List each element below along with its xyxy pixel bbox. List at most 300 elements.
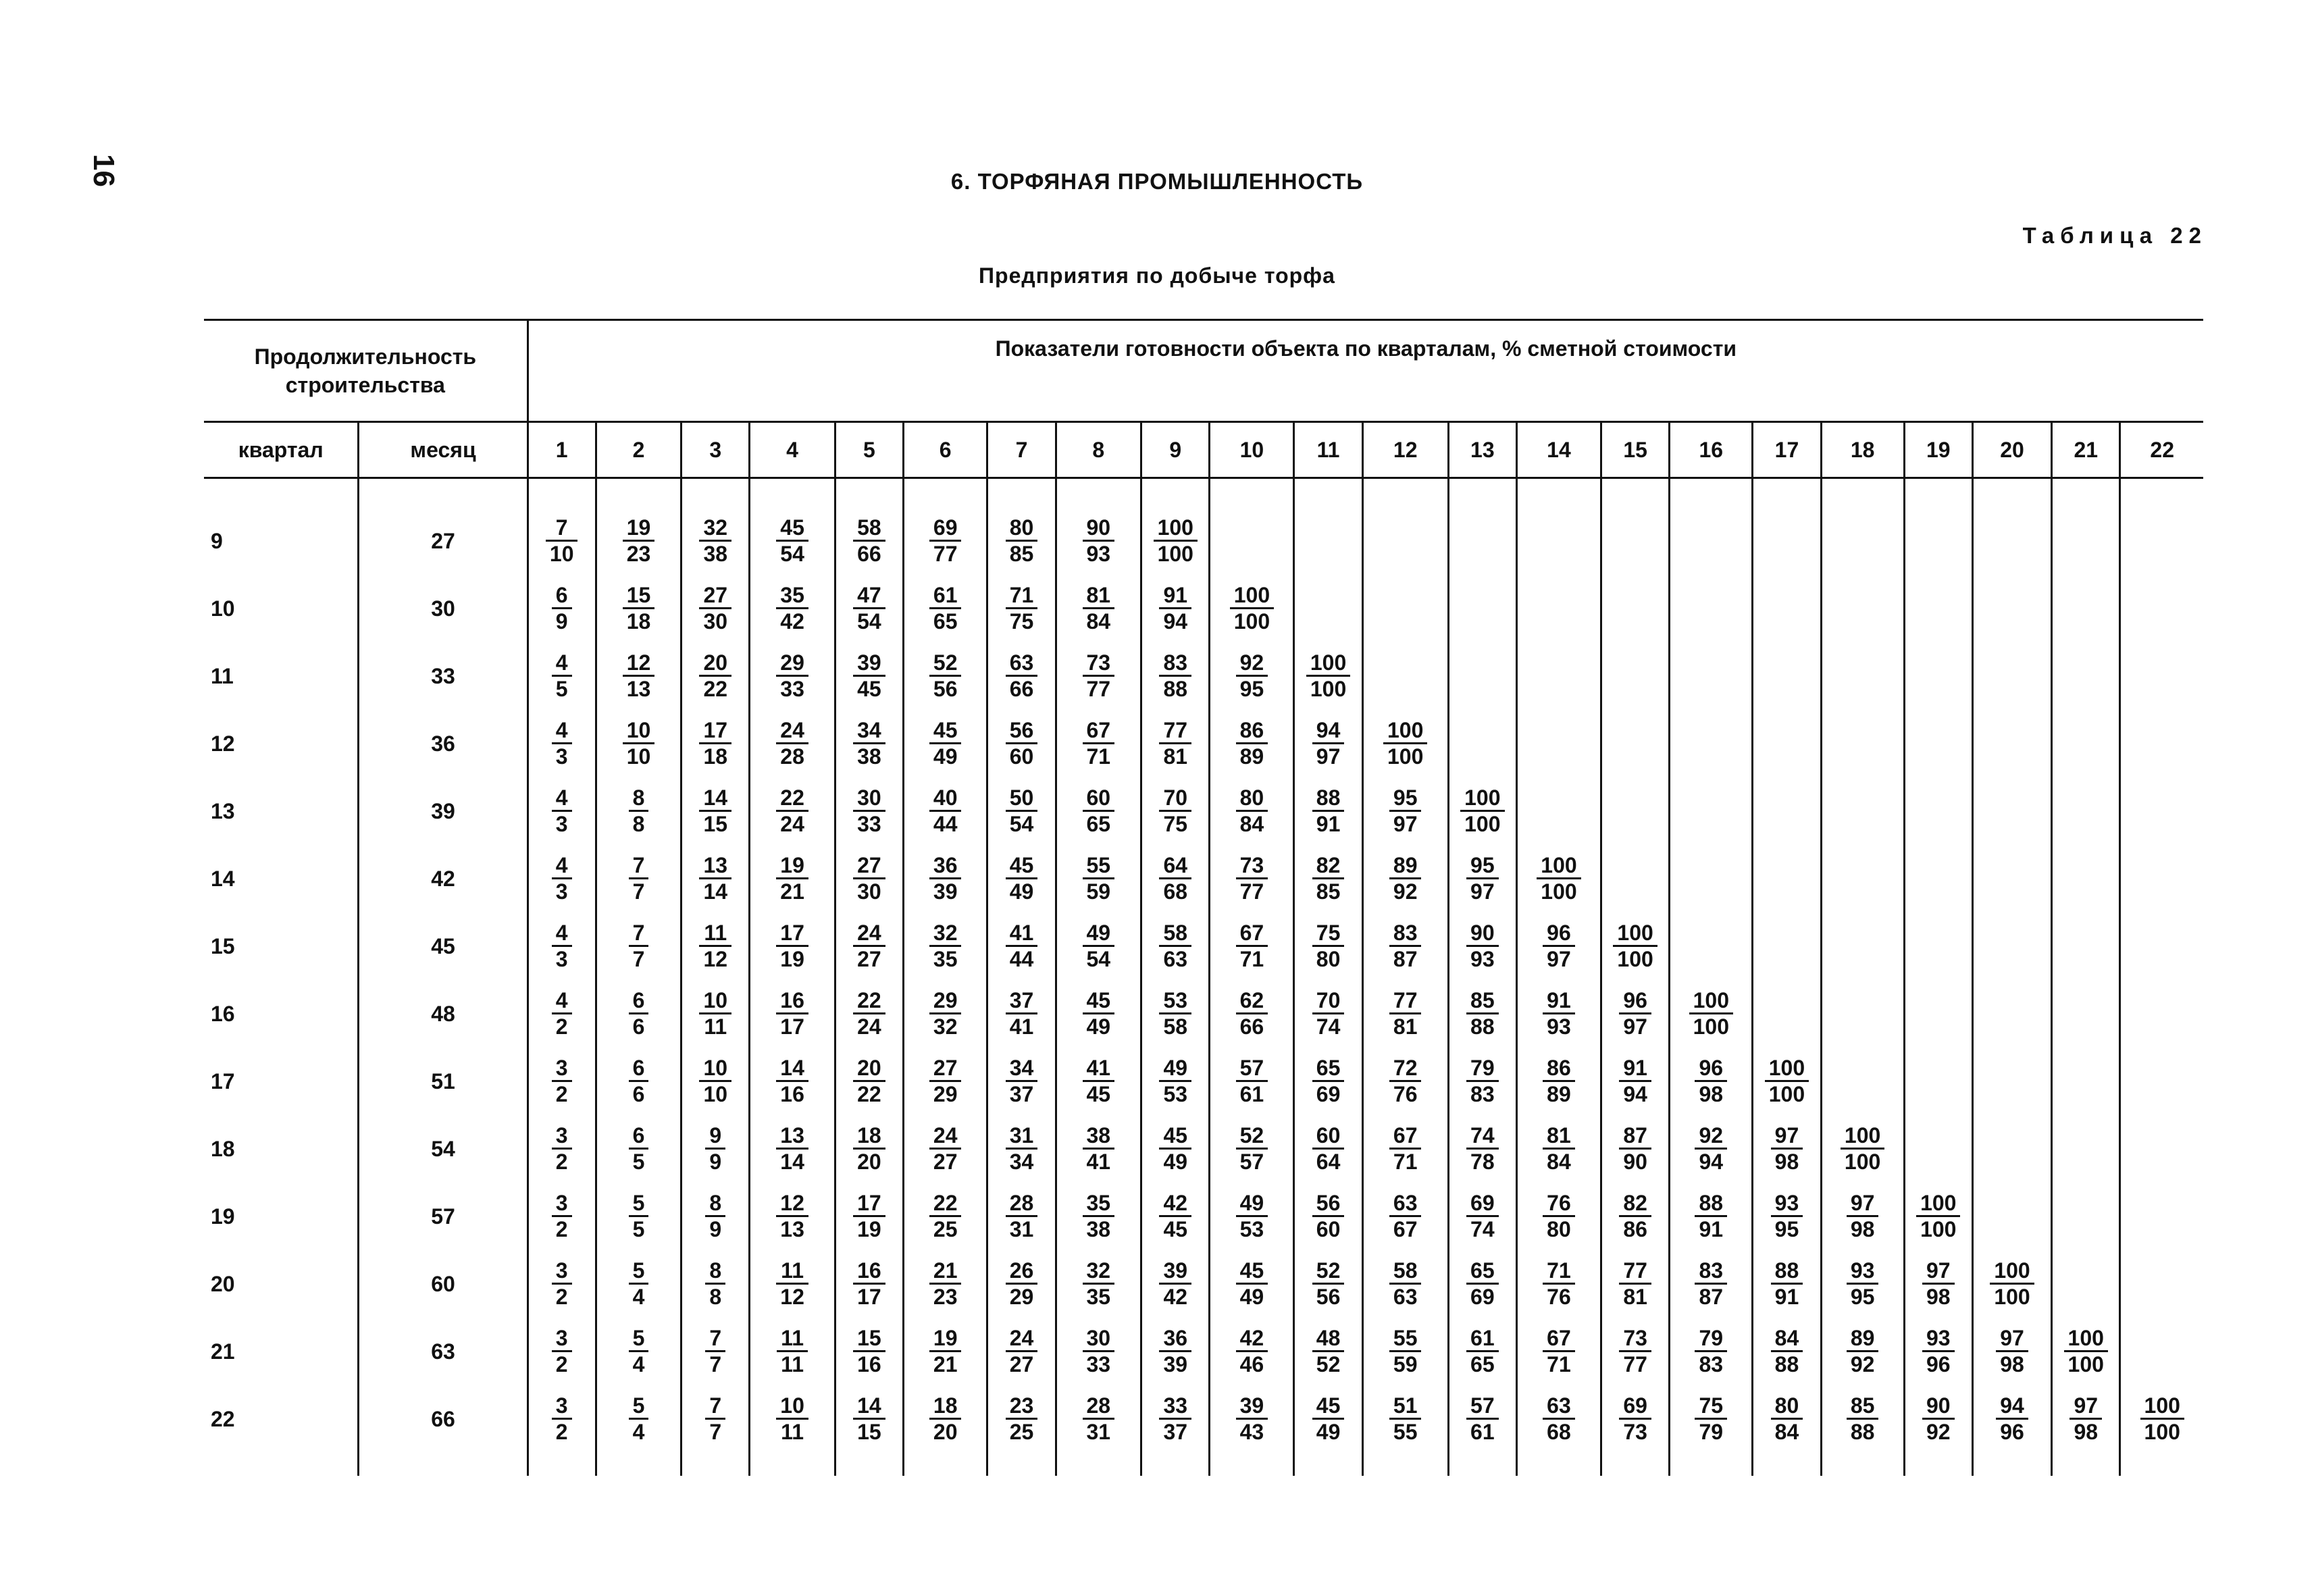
readiness-cell: [1448, 912, 1516, 980]
readiness-cell: [903, 710, 987, 777]
readiness-cell: [1056, 1115, 1141, 1183]
fraction-numerator: 6: [629, 1123, 649, 1150]
readiness-fraction: [1619, 1393, 1651, 1444]
readiness-fraction: [929, 921, 962, 971]
fraction-denominator: 93: [1086, 542, 1111, 566]
readiness-cell: [1448, 845, 1516, 912]
readiness-fraction: [2069, 1393, 2102, 1444]
readiness-cell: [750, 1318, 835, 1385]
readiness-fraction: [1006, 515, 1038, 566]
table-row: [204, 1250, 2203, 1318]
fraction-denominator: 27: [933, 1150, 958, 1174]
readiness-cell: [987, 478, 1056, 575]
readiness-cell: [2052, 1385, 2120, 1476]
readiness-cell: [1972, 710, 2051, 777]
readiness-fraction: [629, 1191, 649, 1241]
readiness-fraction: [776, 1191, 808, 1241]
fraction-denominator: 61: [1239, 1082, 1264, 1106]
fraction-denominator: 79: [1699, 1420, 1724, 1444]
readiness-fraction: [552, 1393, 572, 1444]
readiness-cell: [1056, 1318, 1141, 1385]
readiness-fraction: [1543, 1258, 1575, 1309]
fraction-numerator: 16: [776, 988, 808, 1014]
readiness-cell: [1670, 777, 1753, 845]
fraction-numerator: 4: [552, 650, 572, 677]
readiness-fraction: [929, 1393, 962, 1444]
fraction-numerator: 15: [623, 583, 655, 609]
readiness-cell: [1753, 980, 1821, 1048]
fraction-denominator: 85: [1009, 542, 1034, 566]
readiness-cell: [596, 1115, 682, 1183]
table-row: [204, 912, 2203, 980]
readiness-fraction: [1236, 988, 1268, 1039]
readiness-cell: [1210, 478, 1294, 575]
readiness-cell: [528, 1115, 596, 1183]
fraction-numerator: 17: [853, 1191, 885, 1217]
readiness-cell: [1601, 1115, 1669, 1183]
readiness-cell: [1141, 1385, 1210, 1476]
fraction-denominator: 98: [2000, 1352, 2024, 1376]
fraction-numerator: 39: [853, 650, 885, 677]
fraction-numerator: 87: [1619, 1123, 1651, 1150]
fraction-numerator: 96: [1695, 1056, 1727, 1082]
readiness-cell: [750, 642, 835, 710]
fraction-numerator: 40: [929, 786, 962, 812]
readiness-cell: [1141, 1318, 1210, 1385]
fraction-numerator: 45: [929, 718, 962, 744]
readiness-fraction: [1613, 921, 1657, 971]
readiness-cell: [1601, 575, 1669, 642]
readiness-cell: [1753, 478, 1821, 575]
fraction-numerator: 18: [929, 1393, 962, 1420]
readiness-cell: [682, 777, 750, 845]
readiness-cell: [1821, 912, 1904, 980]
fraction-denominator: 77: [933, 542, 958, 566]
readiness-cell: [1904, 1115, 1972, 1183]
fraction-numerator: 100: [1841, 1123, 1884, 1150]
readiness-fraction: [1236, 718, 1268, 769]
readiness-fraction: [1306, 650, 1350, 701]
readiness-cell: [1056, 777, 1141, 845]
readiness-fraction: [1771, 1258, 1803, 1309]
readiness-cell: [1601, 845, 1669, 912]
readiness-fraction: [1312, 718, 1345, 769]
quarter-cell: 10: [211, 596, 235, 621]
fraction-numerator: 8: [705, 1191, 725, 1217]
fraction-numerator: 89: [1847, 1326, 1879, 1352]
readiness-fraction: [929, 650, 962, 701]
readiness-cell: [1670, 642, 1753, 710]
fraction-denominator: 45: [1163, 1217, 1188, 1241]
fraction-denominator: 76: [1393, 1082, 1418, 1106]
fraction-denominator: 100: [1994, 1285, 2030, 1309]
readiness-cell: [1904, 1318, 1972, 1385]
table-row: [204, 777, 2203, 845]
fraction-denominator: 100: [1617, 947, 1653, 971]
fraction-numerator: 11: [777, 1326, 808, 1352]
readiness-cell: [835, 912, 903, 980]
fraction-denominator: 11: [781, 1420, 804, 1444]
fraction-numerator: 49: [1083, 921, 1115, 947]
fraction-denominator: 68: [1163, 879, 1188, 904]
fraction-numerator: 3: [552, 1258, 572, 1285]
readiness-cell: [1753, 1385, 1821, 1476]
readiness-fraction: [1083, 1191, 1115, 1241]
readiness-fraction: [1383, 718, 1427, 769]
readiness-cell: [1141, 912, 1210, 980]
readiness-cell: [1753, 1318, 1821, 1385]
readiness-fraction: [776, 718, 808, 769]
fraction-denominator: 37: [1009, 1082, 1034, 1106]
fraction-denominator: 31: [1009, 1217, 1034, 1241]
readiness-cell: [596, 1183, 682, 1250]
fraction-numerator: 89: [1389, 853, 1422, 879]
fraction-denominator: 49: [1239, 1285, 1264, 1309]
fraction-numerator: 100: [1306, 650, 1350, 677]
readiness-cell: [1141, 777, 1210, 845]
readiness-fraction: [705, 1393, 725, 1444]
fraction-numerator: 13: [776, 1123, 808, 1150]
fraction-denominator: 24: [780, 812, 804, 836]
readiness-cell: [2052, 575, 2120, 642]
quarter-number-header: 17: [1753, 422, 1821, 478]
fraction-numerator: 49: [1159, 1056, 1191, 1082]
readiness-fraction: [1389, 786, 1422, 836]
quarter-cell: 13: [211, 798, 235, 823]
readiness-fraction: [929, 515, 962, 566]
readiness-cell: [1141, 1048, 1210, 1115]
fraction-denominator: 2: [555, 1150, 568, 1174]
fraction-numerator: 12: [776, 1191, 808, 1217]
readiness-fraction: [552, 988, 572, 1039]
fraction-denominator: 23: [933, 1285, 958, 1309]
readiness-cell: [835, 845, 903, 912]
quarter-number-header: 21: [2052, 422, 2120, 478]
readiness-fraction: [929, 583, 962, 634]
fraction-denominator: 84: [1086, 609, 1111, 634]
quarter-number-header: 5: [835, 422, 903, 478]
fraction-denominator: 65: [933, 609, 958, 634]
readiness-cell: [1056, 980, 1141, 1048]
fraction-numerator: 69: [1619, 1393, 1651, 1420]
fraction-numerator: 80: [1006, 515, 1038, 542]
fraction-numerator: 4: [552, 786, 572, 812]
fraction-denominator: 59: [1086, 879, 1111, 904]
readiness-fraction: [1922, 1258, 1955, 1309]
readiness-fraction: [1466, 1258, 1499, 1309]
fraction-denominator: 53: [1163, 1082, 1188, 1106]
readiness-fraction: [2140, 1393, 2184, 1444]
fraction-denominator: 61: [1470, 1420, 1495, 1444]
readiness-cell: [1601, 1183, 1669, 1250]
fraction-denominator: 5: [632, 1150, 645, 1174]
fraction-numerator: 13: [699, 853, 731, 879]
fraction-numerator: 53: [1159, 988, 1191, 1014]
fraction-numerator: 31: [1006, 1123, 1038, 1150]
readiness-fraction: [853, 1393, 885, 1444]
readiness-fraction: [552, 583, 572, 634]
readiness-cell: [1517, 980, 1601, 1048]
readiness-fraction: [1159, 853, 1191, 904]
readiness-cell: [987, 575, 1056, 642]
fraction-numerator: 90: [1922, 1393, 1955, 1420]
readiness-cell: [1294, 1115, 1362, 1183]
readiness-cell: [1210, 1183, 1294, 1250]
fraction-denominator: 71: [1393, 1150, 1418, 1174]
readiness-cell: [1601, 478, 1669, 575]
readiness-fraction: [699, 583, 731, 634]
readiness-fraction: [1312, 786, 1345, 836]
readiness-fraction: [1996, 1326, 2028, 1376]
fraction-denominator: 91: [1774, 1285, 1799, 1309]
fraction-numerator: 63: [1543, 1393, 1575, 1420]
table-row: [204, 980, 2203, 1048]
fraction-numerator: 11: [776, 1258, 808, 1285]
fraction-denominator: 10: [549, 542, 574, 566]
fraction-denominator: 19: [857, 1217, 881, 1241]
readiness-cell: [1141, 1250, 1210, 1318]
readiness-fraction: [1236, 921, 1268, 971]
quarter-number-header: 15: [1601, 422, 1669, 478]
fraction-numerator: 74: [1466, 1123, 1499, 1150]
readiness-fraction: [1006, 853, 1038, 904]
readiness-cell: [1362, 1385, 1448, 1476]
readiness-cell: [1821, 980, 1904, 1048]
fraction-numerator: 4: [552, 718, 572, 744]
readiness-cell: [528, 575, 596, 642]
fraction-numerator: 33: [1159, 1393, 1191, 1420]
fraction-numerator: 100: [1990, 1258, 2034, 1285]
readiness-fraction: [1543, 1191, 1575, 1241]
readiness-cell: [1821, 642, 1904, 710]
readiness-cell: [528, 845, 596, 912]
fraction-denominator: 44: [1009, 947, 1034, 971]
fraction-denominator: 7: [632, 947, 645, 971]
fraction-numerator: 79: [1466, 1056, 1499, 1082]
readiness-cell: [2052, 710, 2120, 777]
readiness-cell: [1821, 777, 1904, 845]
readiness-fraction: [1543, 921, 1575, 971]
fraction-denominator: 41: [1009, 1014, 1034, 1039]
fraction-numerator: 14: [776, 1056, 808, 1082]
readiness-cell: [835, 1250, 903, 1318]
fraction-denominator: 71: [1547, 1352, 1571, 1376]
readiness-cell: [2052, 1250, 2120, 1318]
readiness-cell: [1670, 1385, 1753, 1476]
readiness-cell: [596, 1385, 682, 1476]
fraction-denominator: 65: [1086, 812, 1111, 836]
readiness-group-label: Показатели готовности объекта по кварталам, % сметной стоимости: [995, 336, 1737, 361]
month-cell: 27: [359, 478, 528, 575]
fraction-numerator: 100: [1613, 921, 1657, 947]
readiness-cell: [750, 1250, 835, 1318]
quarter-number-header: 18: [1821, 422, 1904, 478]
readiness-fraction: [776, 988, 808, 1039]
readiness-cell: [1294, 777, 1362, 845]
fraction-numerator: 6: [629, 1056, 649, 1082]
fraction-numerator: 80: [1771, 1393, 1803, 1420]
readiness-cell: [750, 845, 835, 912]
fraction-denominator: 76: [1547, 1285, 1571, 1309]
readiness-cell: [1362, 1318, 1448, 1385]
readiness-cell: [1141, 478, 1210, 575]
readiness-cell: [596, 710, 682, 777]
fraction-numerator: 67: [1236, 921, 1268, 947]
readiness-cell: [682, 1048, 750, 1115]
fraction-denominator: 20: [933, 1420, 958, 1444]
readiness-cell: [1210, 642, 1294, 710]
duration-group-label: Продолжительность строительства: [254, 344, 477, 397]
month-cell: 39: [359, 777, 528, 845]
fraction-denominator: 27: [1009, 1352, 1034, 1376]
readiness-fraction: [1619, 1056, 1651, 1106]
readiness-cell: [1362, 1048, 1448, 1115]
readiness-fraction: [776, 1056, 808, 1106]
page-number: 16: [87, 154, 120, 187]
fraction-denominator: 89: [1547, 1082, 1571, 1106]
readiness-cell: [1362, 845, 1448, 912]
fraction-numerator: 12: [623, 650, 655, 677]
fraction-denominator: 34: [1009, 1150, 1034, 1174]
fraction-numerator: 15: [853, 1326, 885, 1352]
fraction-denominator: 22: [857, 1082, 881, 1106]
readiness-cell: [682, 710, 750, 777]
readiness-cell: [987, 1048, 1056, 1115]
readiness-cell: [1972, 845, 2051, 912]
readiness-cell: [1753, 710, 1821, 777]
readiness-cell: [750, 1048, 835, 1115]
fraction-denominator: 100: [1464, 812, 1501, 836]
fraction-denominator: 9: [555, 609, 568, 634]
fraction-numerator: 37: [1006, 988, 1038, 1014]
fraction-numerator: 6: [629, 988, 649, 1014]
readiness-fraction: [776, 1123, 808, 1174]
readiness-cell: [1448, 478, 1516, 575]
table-row: [204, 478, 2203, 575]
readiness-cell: [1517, 478, 1601, 575]
readiness-fraction: [1159, 1191, 1191, 1241]
readiness-fraction: [1765, 1056, 1809, 1106]
readiness-cell: [1448, 575, 1516, 642]
readiness-cell: [1056, 912, 1141, 980]
readiness-fraction: [1466, 1123, 1499, 1174]
readiness-fraction: [623, 583, 655, 634]
fraction-denominator: 84: [1239, 812, 1264, 836]
readiness-cell: [1294, 980, 1362, 1048]
readiness-cell: [835, 1183, 903, 1250]
readiness-fraction: [1689, 988, 1733, 1039]
fraction-numerator: 49: [1236, 1191, 1268, 1217]
readiness-cell: [835, 980, 903, 1048]
readiness-cell: [1294, 710, 1362, 777]
readiness-fraction: [1389, 1393, 1422, 1444]
readiness-fraction: [1159, 786, 1191, 836]
readiness-cell: [528, 478, 596, 575]
readiness-fraction: [1389, 853, 1422, 904]
readiness-cell: [1362, 478, 1448, 575]
fraction-numerator: 24: [1006, 1326, 1038, 1352]
fraction-denominator: 74: [1470, 1217, 1495, 1241]
readiness-cell: [1517, 710, 1601, 777]
fraction-denominator: 81: [1163, 744, 1188, 769]
quarter-number-header: 10: [1210, 422, 1294, 478]
readiness-fraction: [1083, 1393, 1115, 1444]
readiness-cell: [1362, 980, 1448, 1048]
readiness-fraction: [1159, 1326, 1191, 1376]
readiness-fraction: [1312, 921, 1345, 971]
quarter-number-header: 11: [1294, 422, 1362, 478]
table-row: [204, 710, 2203, 777]
readiness-cell: [1904, 980, 1972, 1048]
fraction-numerator: 45: [1236, 1258, 1268, 1285]
fraction-numerator: 93: [1922, 1326, 1955, 1352]
fraction-numerator: 34: [1006, 1056, 1038, 1082]
readiness-fraction: [699, 1056, 731, 1106]
readiness-cell: [2052, 1115, 2120, 1183]
readiness-fraction: [1083, 1056, 1115, 1106]
readiness-cell: [596, 642, 682, 710]
readiness-cell: [1670, 845, 1753, 912]
readiness-cell: [1294, 575, 1362, 642]
readiness-fraction: [1312, 853, 1345, 904]
fraction-denominator: 92: [1850, 1352, 1875, 1376]
readiness-cell: [1294, 845, 1362, 912]
readiness-cell: [2052, 1318, 2120, 1385]
fraction-denominator: 100: [1310, 677, 1347, 701]
readiness-fraction: [1695, 1056, 1727, 1106]
readiness-fraction: [1312, 1123, 1345, 1174]
fraction-numerator: 94: [1312, 718, 1345, 744]
readiness-cell: [1362, 1115, 1448, 1183]
readiness-cell: [1448, 980, 1516, 1048]
readiness-cell: [1210, 845, 1294, 912]
readiness-fraction: [1083, 515, 1115, 566]
fraction-numerator: 100: [1916, 1191, 1960, 1217]
readiness-cell: [750, 710, 835, 777]
quarter-number-header: 7: [987, 422, 1056, 478]
quarter-cell: 14: [211, 866, 235, 891]
fraction-denominator: 100: [1693, 1014, 1729, 1039]
readiness-cell: [903, 777, 987, 845]
readiness-cell: [835, 1115, 903, 1183]
readiness-cell: [528, 980, 596, 1048]
fraction-numerator: 28: [1083, 1393, 1115, 1420]
fraction-denominator: 98: [1926, 1285, 1951, 1309]
fraction-numerator: 91: [1543, 988, 1575, 1014]
fraction-denominator: 92: [1393, 879, 1418, 904]
readiness-cell: [1294, 478, 1362, 575]
readiness-cell: [1448, 777, 1516, 845]
fraction-denominator: 4: [632, 1285, 645, 1309]
fraction-denominator: 15: [703, 812, 728, 836]
fraction-numerator: 81: [1083, 583, 1115, 609]
readiness-cell: [1448, 1385, 1516, 1476]
fraction-denominator: 32: [933, 1014, 958, 1039]
fraction-denominator: 7: [709, 1420, 722, 1444]
readiness-cell: [987, 1115, 1056, 1183]
readiness-fraction: [1537, 853, 1580, 904]
fraction-denominator: 97: [1547, 947, 1571, 971]
fraction-denominator: 38: [703, 542, 728, 566]
fraction-numerator: 95: [1466, 853, 1499, 879]
readiness-cell: [750, 1385, 835, 1476]
fraction-numerator: 92: [1695, 1123, 1727, 1150]
fraction-numerator: 100: [1154, 515, 1198, 542]
fraction-numerator: 8: [629, 786, 649, 812]
fraction-numerator: 27: [929, 1056, 962, 1082]
fraction-numerator: 42: [1159, 1191, 1191, 1217]
fraction-numerator: 19: [623, 515, 655, 542]
